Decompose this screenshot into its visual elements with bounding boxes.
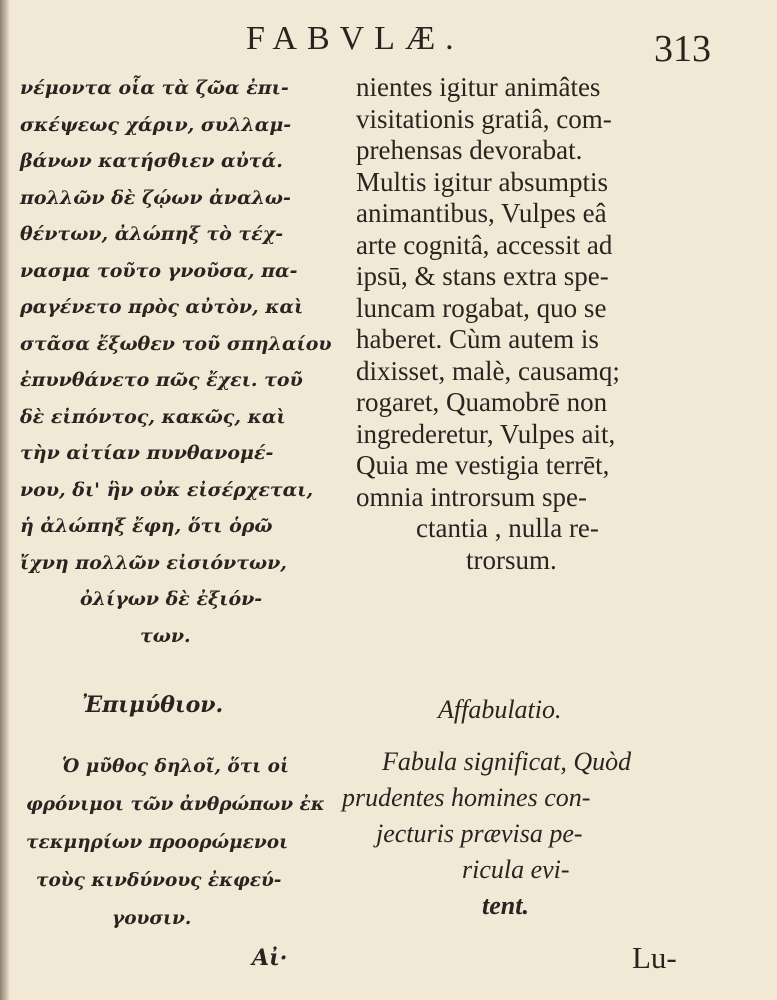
greek-line: τὴν αἰτίαν πυνθανομέ-: [20, 442, 274, 464]
latin-line: omnia introrsum spe-: [356, 481, 587, 512]
book-gutter: [0, 0, 10, 1000]
greek-line: πολλῶν δὲ ζῴων ἀναλω-: [20, 186, 291, 209]
latin-moral-heading: Affabulatio.: [438, 695, 562, 724]
latin-line: luncam rogabat, quo se: [356, 292, 607, 323]
latin-line: trorsum.: [466, 544, 557, 575]
greek-column: [20, 70, 332, 654]
page-number: 313: [654, 28, 711, 70]
latin-moral-line: jecturis prævisa pe-: [376, 819, 583, 848]
greek-line: ἐπυνθάνετο πῶς ἔχει. τοῦ: [20, 369, 303, 391]
running-header: FABVLÆ.: [246, 20, 464, 57]
greek-line: ἡ ἀλώπηξ ἔφη, ὅτι ὁρῶ: [20, 515, 273, 537]
latin-line: dixisset, malè, causamq;: [356, 355, 620, 386]
greek-line: νασμα τοῦτο γνοῦσα, πα-: [20, 259, 298, 282]
latin-column: [356, 72, 724, 576]
latin-line: Quia me vestigia terrēt,: [356, 450, 610, 480]
latin-line: prehensas devorabat.: [356, 135, 583, 165]
latin-line: ctantia , nulla re-: [416, 513, 599, 543]
greek-moral-heading: Ἐπιμύθιον.: [82, 692, 224, 718]
greek-moral-line: γουσιν.: [112, 908, 192, 929]
greek-line: των.: [140, 624, 191, 647]
latin-line: Multis igitur absumptis: [356, 166, 609, 197]
latin-line: ipsū, & stans extra spe-: [356, 261, 609, 291]
catchword-right: Lu-: [632, 940, 677, 975]
greek-line: θέντων, ἀλώπηξ τὸ τέχ-: [20, 223, 284, 245]
latin-moral-line: ricula evi-: [462, 855, 570, 884]
latin-line: nientes igitur animâtes: [356, 72, 601, 102]
latin-line: haberet. Cùm autem is: [356, 324, 599, 354]
catchword-left: Αἰ·: [252, 945, 288, 971]
greek-moral-line: τεκμηρίων προορώμενοι: [26, 832, 289, 853]
latin-line: arte cognitâ, accessit ad: [356, 229, 613, 260]
greek-line: σκέψεως χάριν, συλλαμ-: [20, 113, 292, 136]
greek-line: στᾶσα ἔξωθεν τοῦ σπηλαίου: [20, 332, 332, 355]
greek-moral: [26, 748, 326, 938]
greek-line: βάνων κατήσθιεν αὐτά.: [20, 150, 283, 172]
greek-line: νου, δι' ἣν οὐκ εἰσέρχεται,: [20, 478, 314, 501]
greek-moral-line: φρόνιμοι τῶν ἀνθρώπων ἐκ: [26, 794, 325, 815]
latin-moral-line: tent.: [482, 891, 529, 920]
greek-moral-line: τοὺς κινδύνους ἐκφεύ-: [36, 870, 282, 891]
greek-line: νέμοντα οἷα τὰ ζῶα ἐπι-: [20, 77, 289, 99]
latin-line: rogaret, Quamobrē non: [356, 387, 608, 417]
latin-moral-line: prudentes homines con-: [342, 783, 591, 812]
greek-line: δὲ εἰπόντος, κακῶς, καὶ: [20, 405, 286, 428]
greek-line: ἴχνη πολλῶν εἰσιόντων,: [20, 551, 287, 574]
latin-moral: [342, 744, 714, 924]
greek-line: ὀλίγων δὲ ἐξιόν-: [80, 588, 263, 610]
latin-line: ingrederetur, Vulpes ait,: [356, 418, 616, 449]
greek-line: ραγένετο πρὸς αὐτὸν, καὶ: [20, 296, 304, 318]
latin-line: animantibus, Vulpes eâ: [356, 198, 607, 228]
greek-moral-line: Ὁ μῦθος δηλοῖ, ὅτι οἱ: [62, 756, 289, 777]
latin-moral-line: Fabula significat, Quòd: [382, 747, 632, 776]
latin-line: visitationis gratiâ, com-: [356, 103, 612, 134]
